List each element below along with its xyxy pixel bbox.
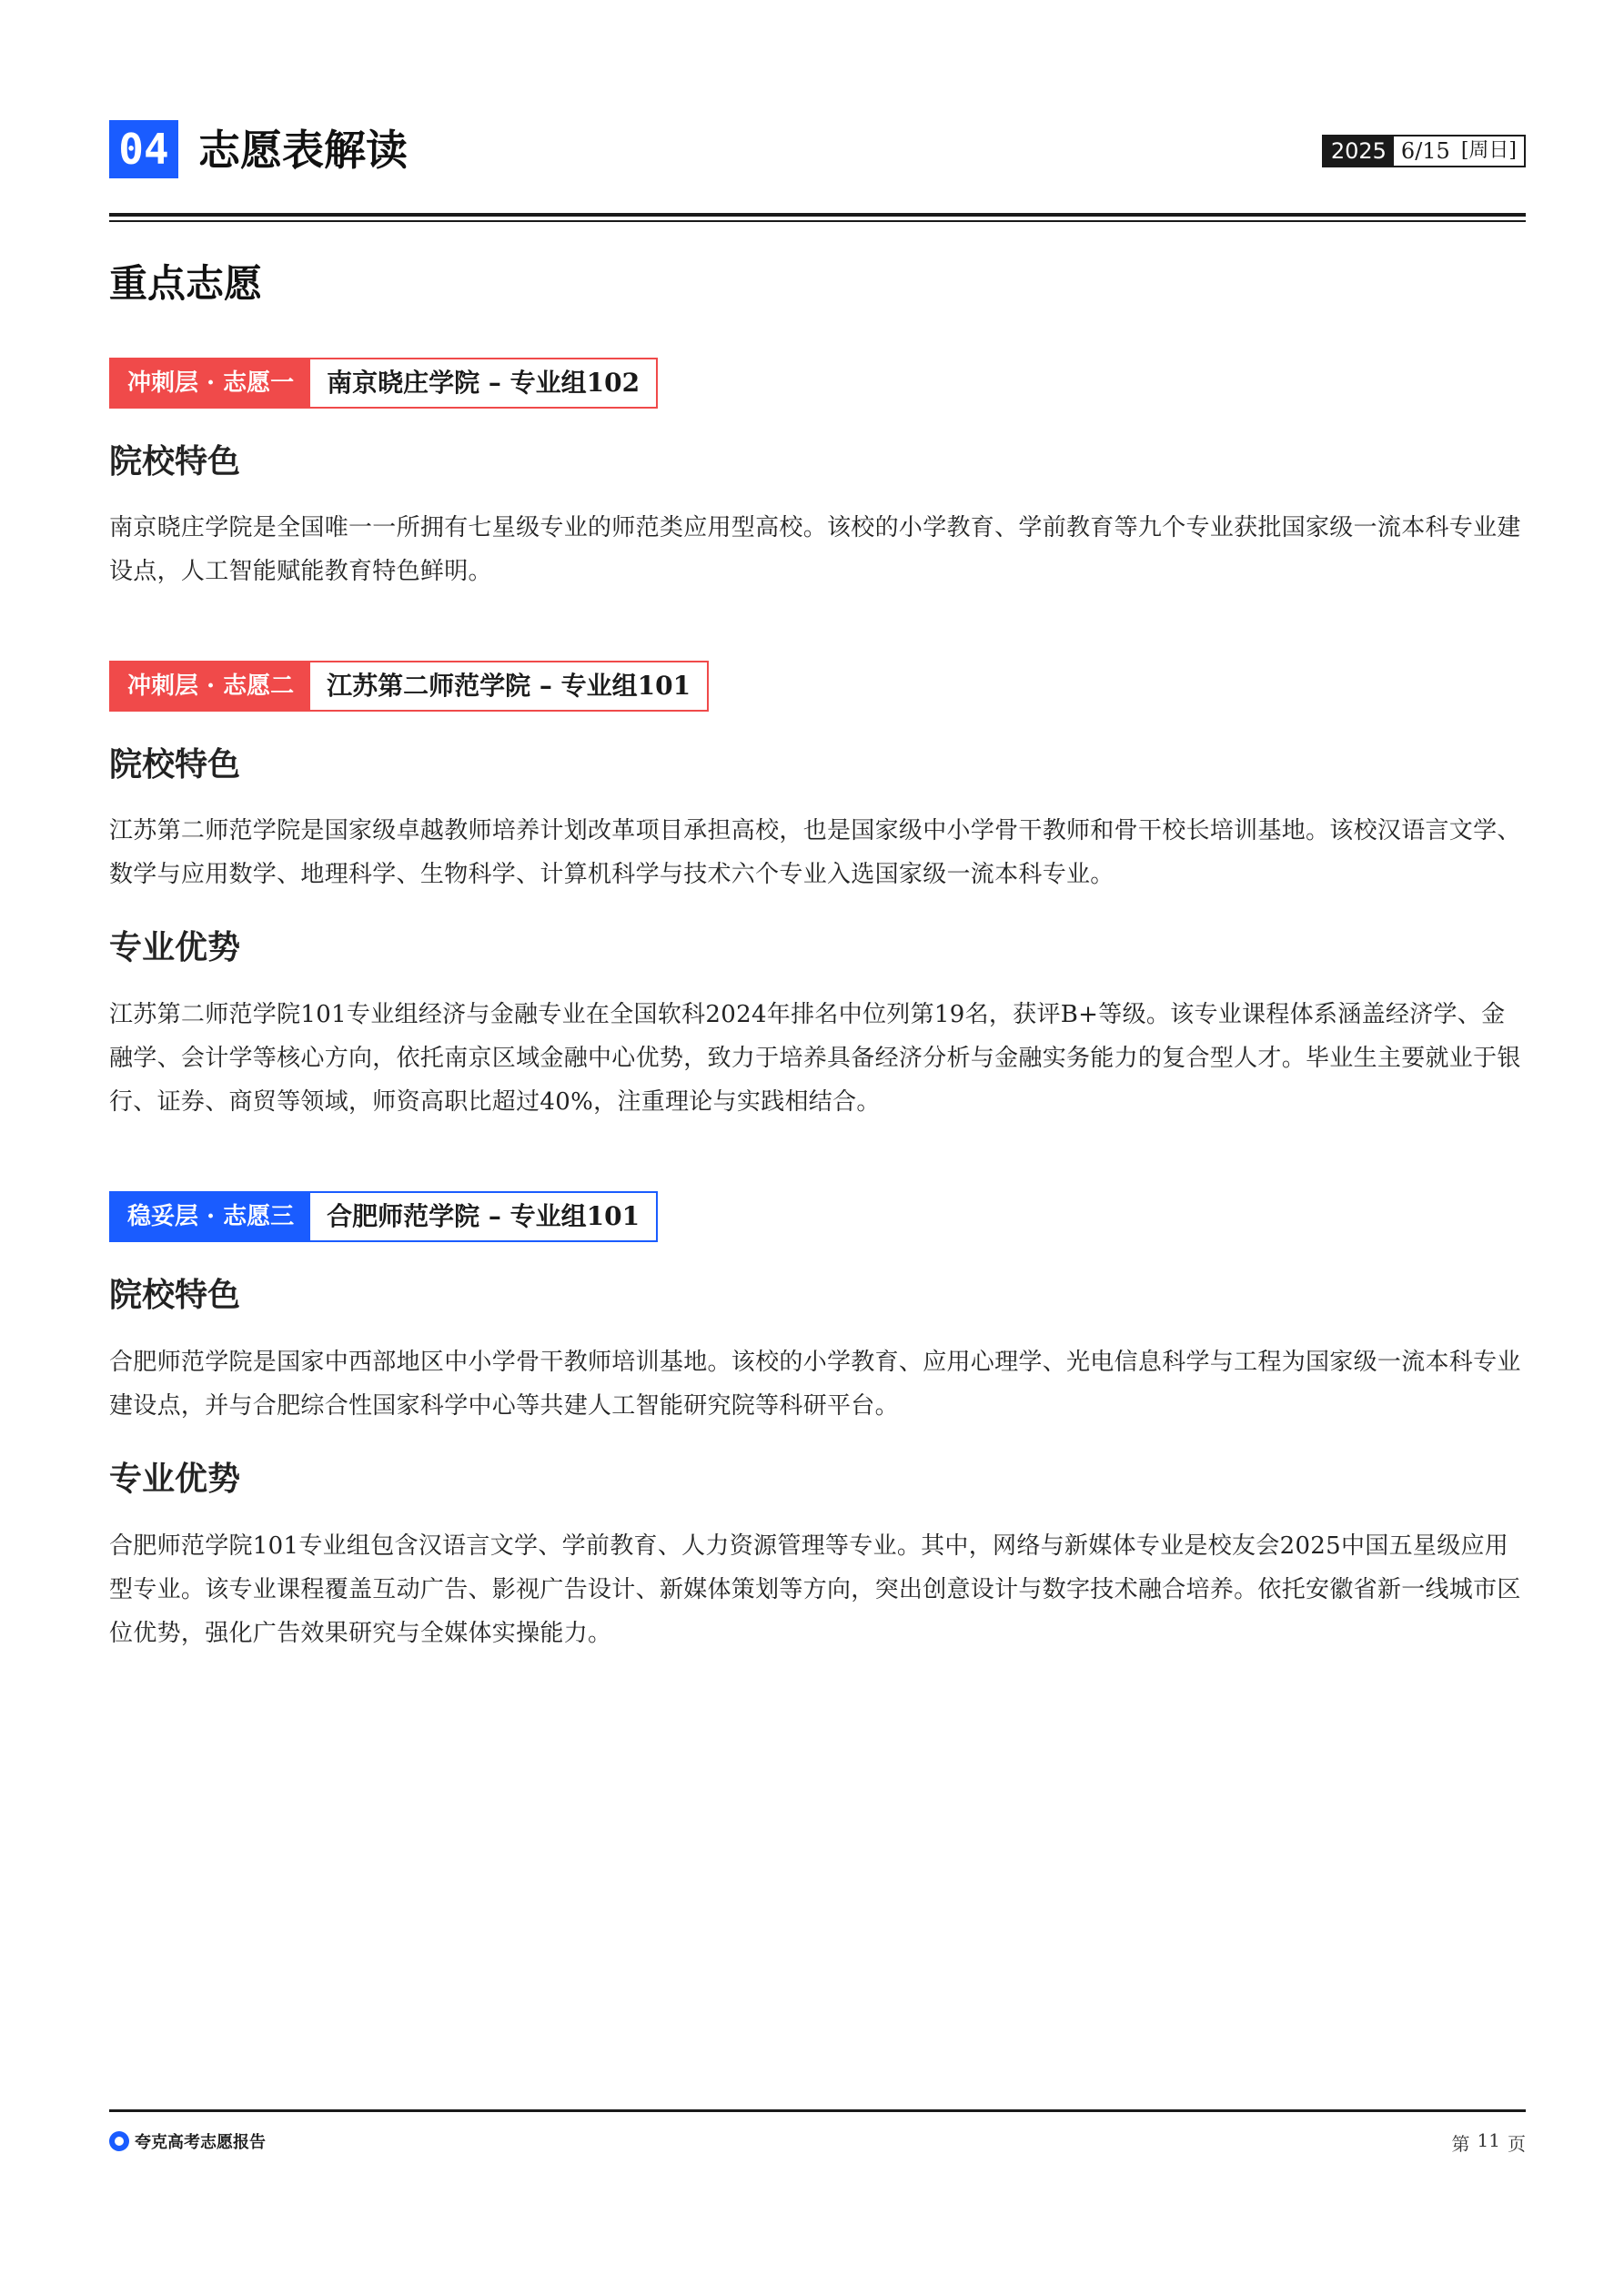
page-header bbox=[109, 118, 1526, 182]
brand-name: 夸克高考志愿报告 bbox=[135, 2133, 266, 2152]
header-divider-thick bbox=[109, 213, 1526, 217]
advantage-text: 江苏第二师范学院101专业组经济与金融专业在全国软科2024年排名中位列第19名，获评B+等级。该专业课程体系涵盖经济学、金融学、会计学等核心方向，依托南京区域金融中心优势，致力于培养具备经济分析与金融实务能力的复合型人才。毕业生主要就业于银行、证券、商贸等领域，师资高职比超过40%，注重理论与实践相结合。 bbox=[109, 1001, 1521, 1116]
page-title: 重点志愿 bbox=[109, 261, 263, 306]
date-day: 6/15 bbox=[1400, 138, 1450, 164]
advantage-heading: 专业优势 bbox=[109, 1460, 241, 1498]
date-year: 2025 bbox=[1324, 136, 1394, 166]
choice-tag-1 bbox=[109, 358, 658, 409]
section-title: 志愿表解读 bbox=[198, 126, 408, 175]
header-divider-thin bbox=[109, 220, 1526, 222]
choice-school: 江苏第二师范学院 – 专业组101 bbox=[327, 671, 691, 701]
choice-tag-3 bbox=[109, 1191, 658, 1242]
section-number: 04 bbox=[109, 120, 178, 178]
choice-level: 冲刺层 · 志愿二 bbox=[111, 662, 310, 710]
feature-heading: 院校特色 bbox=[109, 442, 241, 480]
choice-level: 稳妥层 · 志愿三 bbox=[111, 1193, 310, 1240]
date-weekday: [周日] bbox=[1460, 139, 1517, 162]
feature-text: 合肥师范学院是国家中西部地区中小学骨干教师培训基地。该校的小学教育、应用心理学、光电信息科学与工程为国家级一流本科专业建设点，并与合肥综合性国家科学中心等共建人工智能研究院等科研平台。 bbox=[109, 1349, 1521, 1420]
feature-text: 江苏第二师范学院是国家级卓越教师培养计划改革项目承担高校，也是国家级中小学骨干教师和骨干校长培训基地。该校汉语言文学、数学与应用数学、地理科学、生物科学、计算机科学与技术六个专业入选国家级一流本科专业。 bbox=[109, 817, 1521, 888]
page-prefix: 第 bbox=[1451, 2133, 1470, 2155]
brand-logo-icon bbox=[109, 2131, 129, 2151]
footer-brand bbox=[109, 2129, 266, 2153]
choice-school: 合肥师范学院 – 专业组101 bbox=[327, 1201, 641, 1231]
advantage-text: 合肥师范学院101专业组包含汉语言文学、学前教育、人力资源管理等专业。其中，网络与新媒体专业是校友会2025中国五星级应用型专业。该专业课程覆盖互动广告、影视广告设计、新媒体策划等方向，突出创意设计与数字技术融合培养。依托安徽省新一线城市区位优势，强化广告效果研究与全媒体实操能力。 bbox=[109, 1532, 1521, 1647]
page-number-value: 11 bbox=[1477, 2129, 1500, 2151]
choice-school: 南京晓庄学院 – 专业组102 bbox=[327, 368, 641, 398]
footer-divider bbox=[109, 2109, 1526, 2112]
choice-level: 冲刺层 · 志愿一 bbox=[111, 359, 310, 407]
page-number bbox=[1452, 2129, 1526, 2156]
feature-heading: 院校特色 bbox=[109, 745, 241, 784]
page-suffix: 页 bbox=[1508, 2133, 1526, 2155]
advantage-heading: 专业优势 bbox=[109, 928, 241, 966]
date-badge bbox=[1322, 135, 1526, 167]
choice-tag-2 bbox=[109, 661, 709, 712]
feature-text: 南京晓庄学院是全国唯一一所拥有七星级专业的师范类应用型高校。该校的小学教育、学前教育等九个专业获批国家级一流本科专业建设点，人工智能赋能教育特色鲜明。 bbox=[109, 514, 1521, 585]
feature-heading: 院校特色 bbox=[109, 1276, 241, 1314]
